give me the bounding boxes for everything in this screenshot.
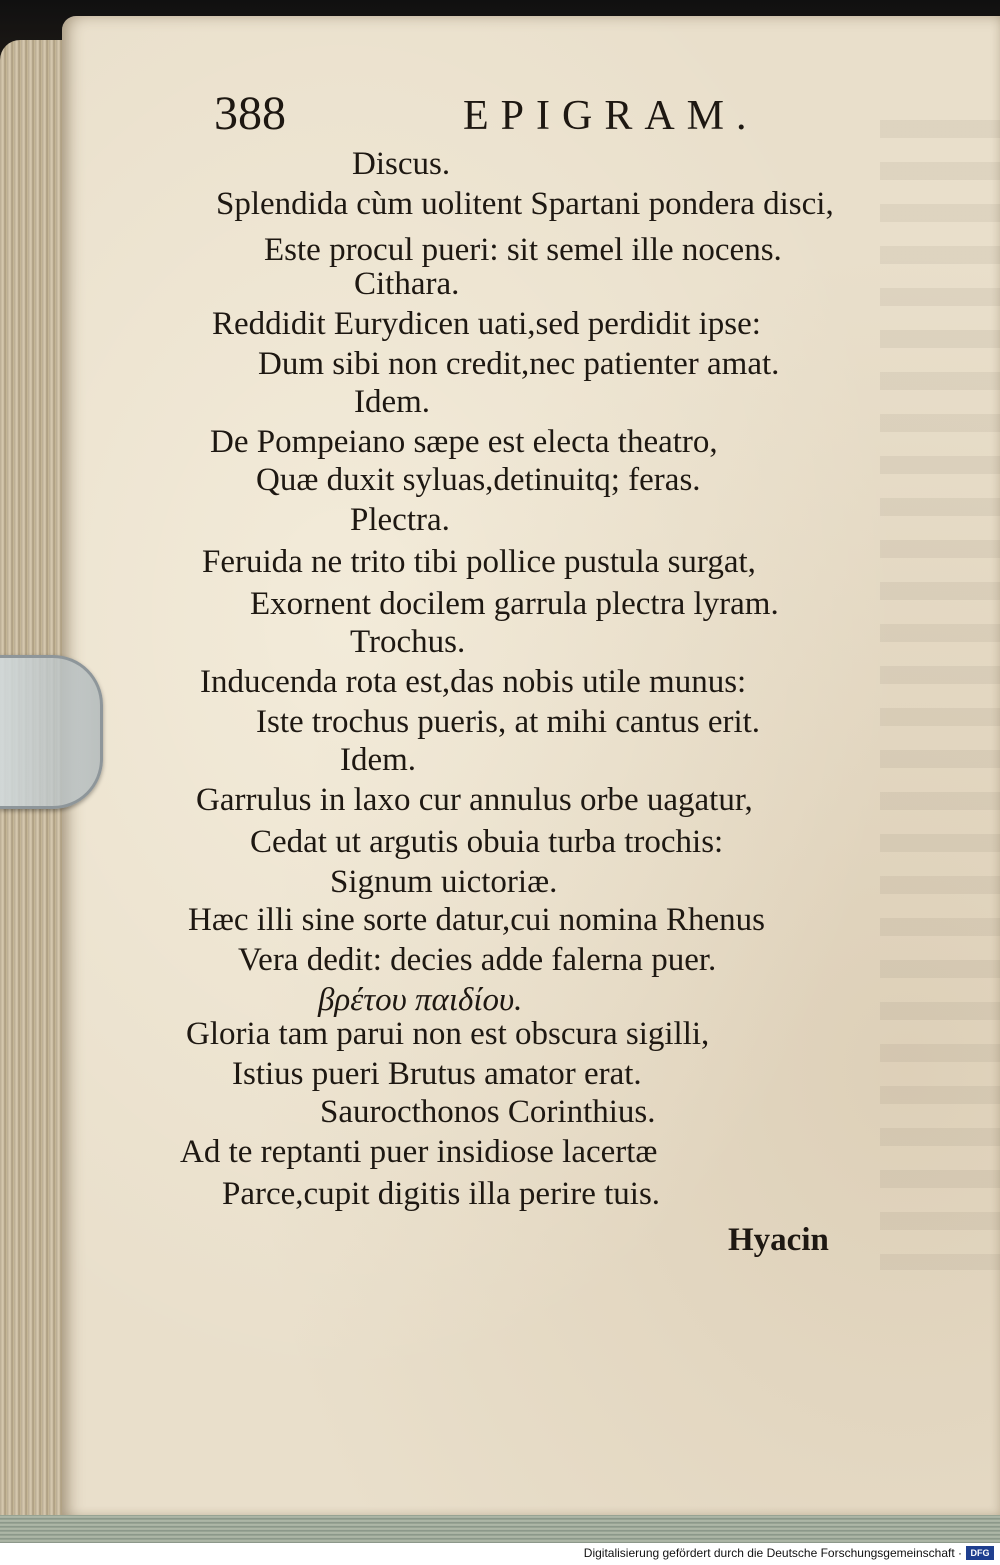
verse-line: Dum sibi non credit,nec patienter amat.	[258, 346, 780, 382]
verse-line: Garrulus in laxo cur annulus orbe uagatur,	[196, 782, 753, 818]
dfg-logo: DFG	[966, 1546, 994, 1560]
section-heading: Trochus.	[350, 624, 466, 660]
running-title: EPIGRAM.	[463, 93, 759, 139]
verse-line: Iste trochus pueris, at mihi cantus erit.	[256, 704, 761, 740]
verse-line: Parce,cupit digitis illa perire tuis.	[222, 1176, 661, 1212]
verse-line: Hæc illi sine sorte datur,cui nomina Rhenus	[188, 902, 766, 938]
verse-line: Splendida cùm uolitent Spartani pondera disci,	[216, 186, 834, 222]
section-heading: Saurocthonos Corinthius.	[320, 1094, 656, 1130]
verse-line: Reddidit Eurydicen uati,sed perdidit ipse:	[212, 306, 761, 342]
verse-line: Exornent docilem garrula plectra lyram.	[250, 586, 779, 622]
catchword: Hyacin	[728, 1222, 829, 1258]
verse-line: Ad te reptanti puer insidiose lacertæ	[180, 1134, 658, 1170]
verse-line: Este procul pueri: sit semel ille nocens.	[264, 232, 782, 268]
section-heading: Idem.	[340, 742, 417, 778]
verse-line: Gloria tam parui non est obscura sigilli,	[186, 1016, 710, 1052]
verse-line: Inducenda rota est,das nobis utile munus:	[200, 664, 747, 700]
verse-line: Quæ duxit syluas,detinuitq; feras.	[256, 462, 701, 498]
verse-line: Cedat ut argutis obuia turba trochis:	[250, 824, 724, 860]
page-clip	[0, 655, 103, 809]
verse-line: De Pompeiano sæpe est electa theatro,	[210, 424, 718, 460]
section-heading: Discus.	[352, 146, 451, 182]
section-heading: Idem.	[354, 384, 431, 420]
show-through	[880, 120, 1000, 1270]
section-heading: Cithara.	[354, 266, 460, 302]
section-heading: Signum uictoriæ.	[330, 864, 558, 900]
verse-line: Feruida ne trito tibi pollice pustula surgat,	[202, 544, 756, 580]
verse-line: Vera dedit: decies adde falerna puer.	[238, 942, 717, 978]
page-number: 388	[214, 87, 286, 140]
section-heading: βρέτου παιδίου.	[318, 982, 523, 1018]
page-edges	[0, 1515, 1000, 1543]
digitization-credit: Digitalisierung gefördert durch die Deutsche Forschungsgemeinschaft ·	[583, 1546, 962, 1560]
verse-line: Istius pueri Brutus amator erat.	[232, 1056, 642, 1092]
section-heading: Plectra.	[350, 502, 450, 538]
